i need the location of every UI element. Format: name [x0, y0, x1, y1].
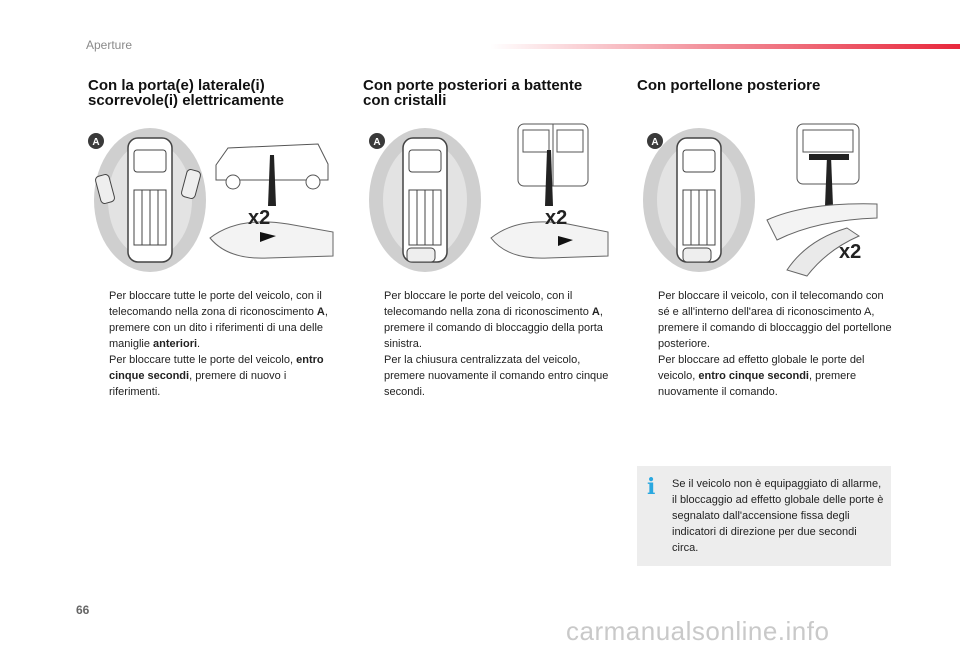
press-twice-label: x2 [248, 207, 271, 229]
column-1 [88, 78, 343, 112]
list-item: Per bloccare ad effetto globale le porte del veicolo, entro cinque secondi, premere nuovamente il comando. [658, 354, 865, 398]
zone-label-a: A [92, 137, 100, 148]
illustration-tailgate [637, 120, 887, 280]
zone-label-a: A [651, 137, 659, 148]
list-item: Per bloccare tutte le porte del veicolo, entro cinque secondi, premere di nuovo i riferimenti. [109, 354, 324, 398]
column-1-title: Con la porta(e) laterale(i) scorrevole(i) elettricamente [88, 77, 284, 109]
list-item: Per bloccare il veicolo, con il telecomando con sé e all'interno dell'area di riconoscimento A, premere il comando di bloccaggio del portellone posteriore. [658, 290, 892, 350]
column-2-title: Con porte posteriori a battente con cristalli [363, 77, 583, 109]
watermark: carmanualsonline.info [566, 616, 830, 646]
zone-label-a: A [373, 137, 381, 148]
info-note-text: Se il veicolo non è equipaggiato di allarme, il bloccaggio ad effetto globale delle porte è segnalato dall'accensione fissa degli indicatori di direzione per due secondi circa. [672, 478, 884, 554]
list-item: Per bloccare le porte del veicolo, con il telecomando nella zona di riconoscimento A, premere il comando di bloccaggio della porta sinistra. [384, 290, 603, 350]
press-twice-label: x2 [839, 241, 862, 263]
column-3 [637, 78, 892, 112]
header-accent-bar [490, 44, 960, 49]
section-header: Aperture [86, 38, 133, 52]
column-3-instructions [637, 288, 892, 400]
column-2 [363, 78, 618, 112]
column-1-instructions [88, 288, 340, 400]
list-item: Per bloccare tutte le porte del veicolo, con il telecomando nella zona di riconoscimento A, premere con un dito i riferimenti di una delle maniglie anteriori. [109, 290, 328, 350]
info-icon: i [647, 474, 656, 500]
list-item: Per la chiusura centralizzata del veicolo, premere nuovamente il comando entro cinque secondi. [384, 354, 609, 398]
column-3-title: Con portellone posteriore [637, 77, 821, 94]
illustration-sliding-door [88, 120, 338, 280]
column-2-instructions [363, 288, 615, 400]
illustration-rear-doors [363, 120, 613, 280]
info-note [637, 466, 891, 566]
press-twice-label: x2 [545, 207, 568, 229]
page-number: 66 [76, 603, 90, 617]
